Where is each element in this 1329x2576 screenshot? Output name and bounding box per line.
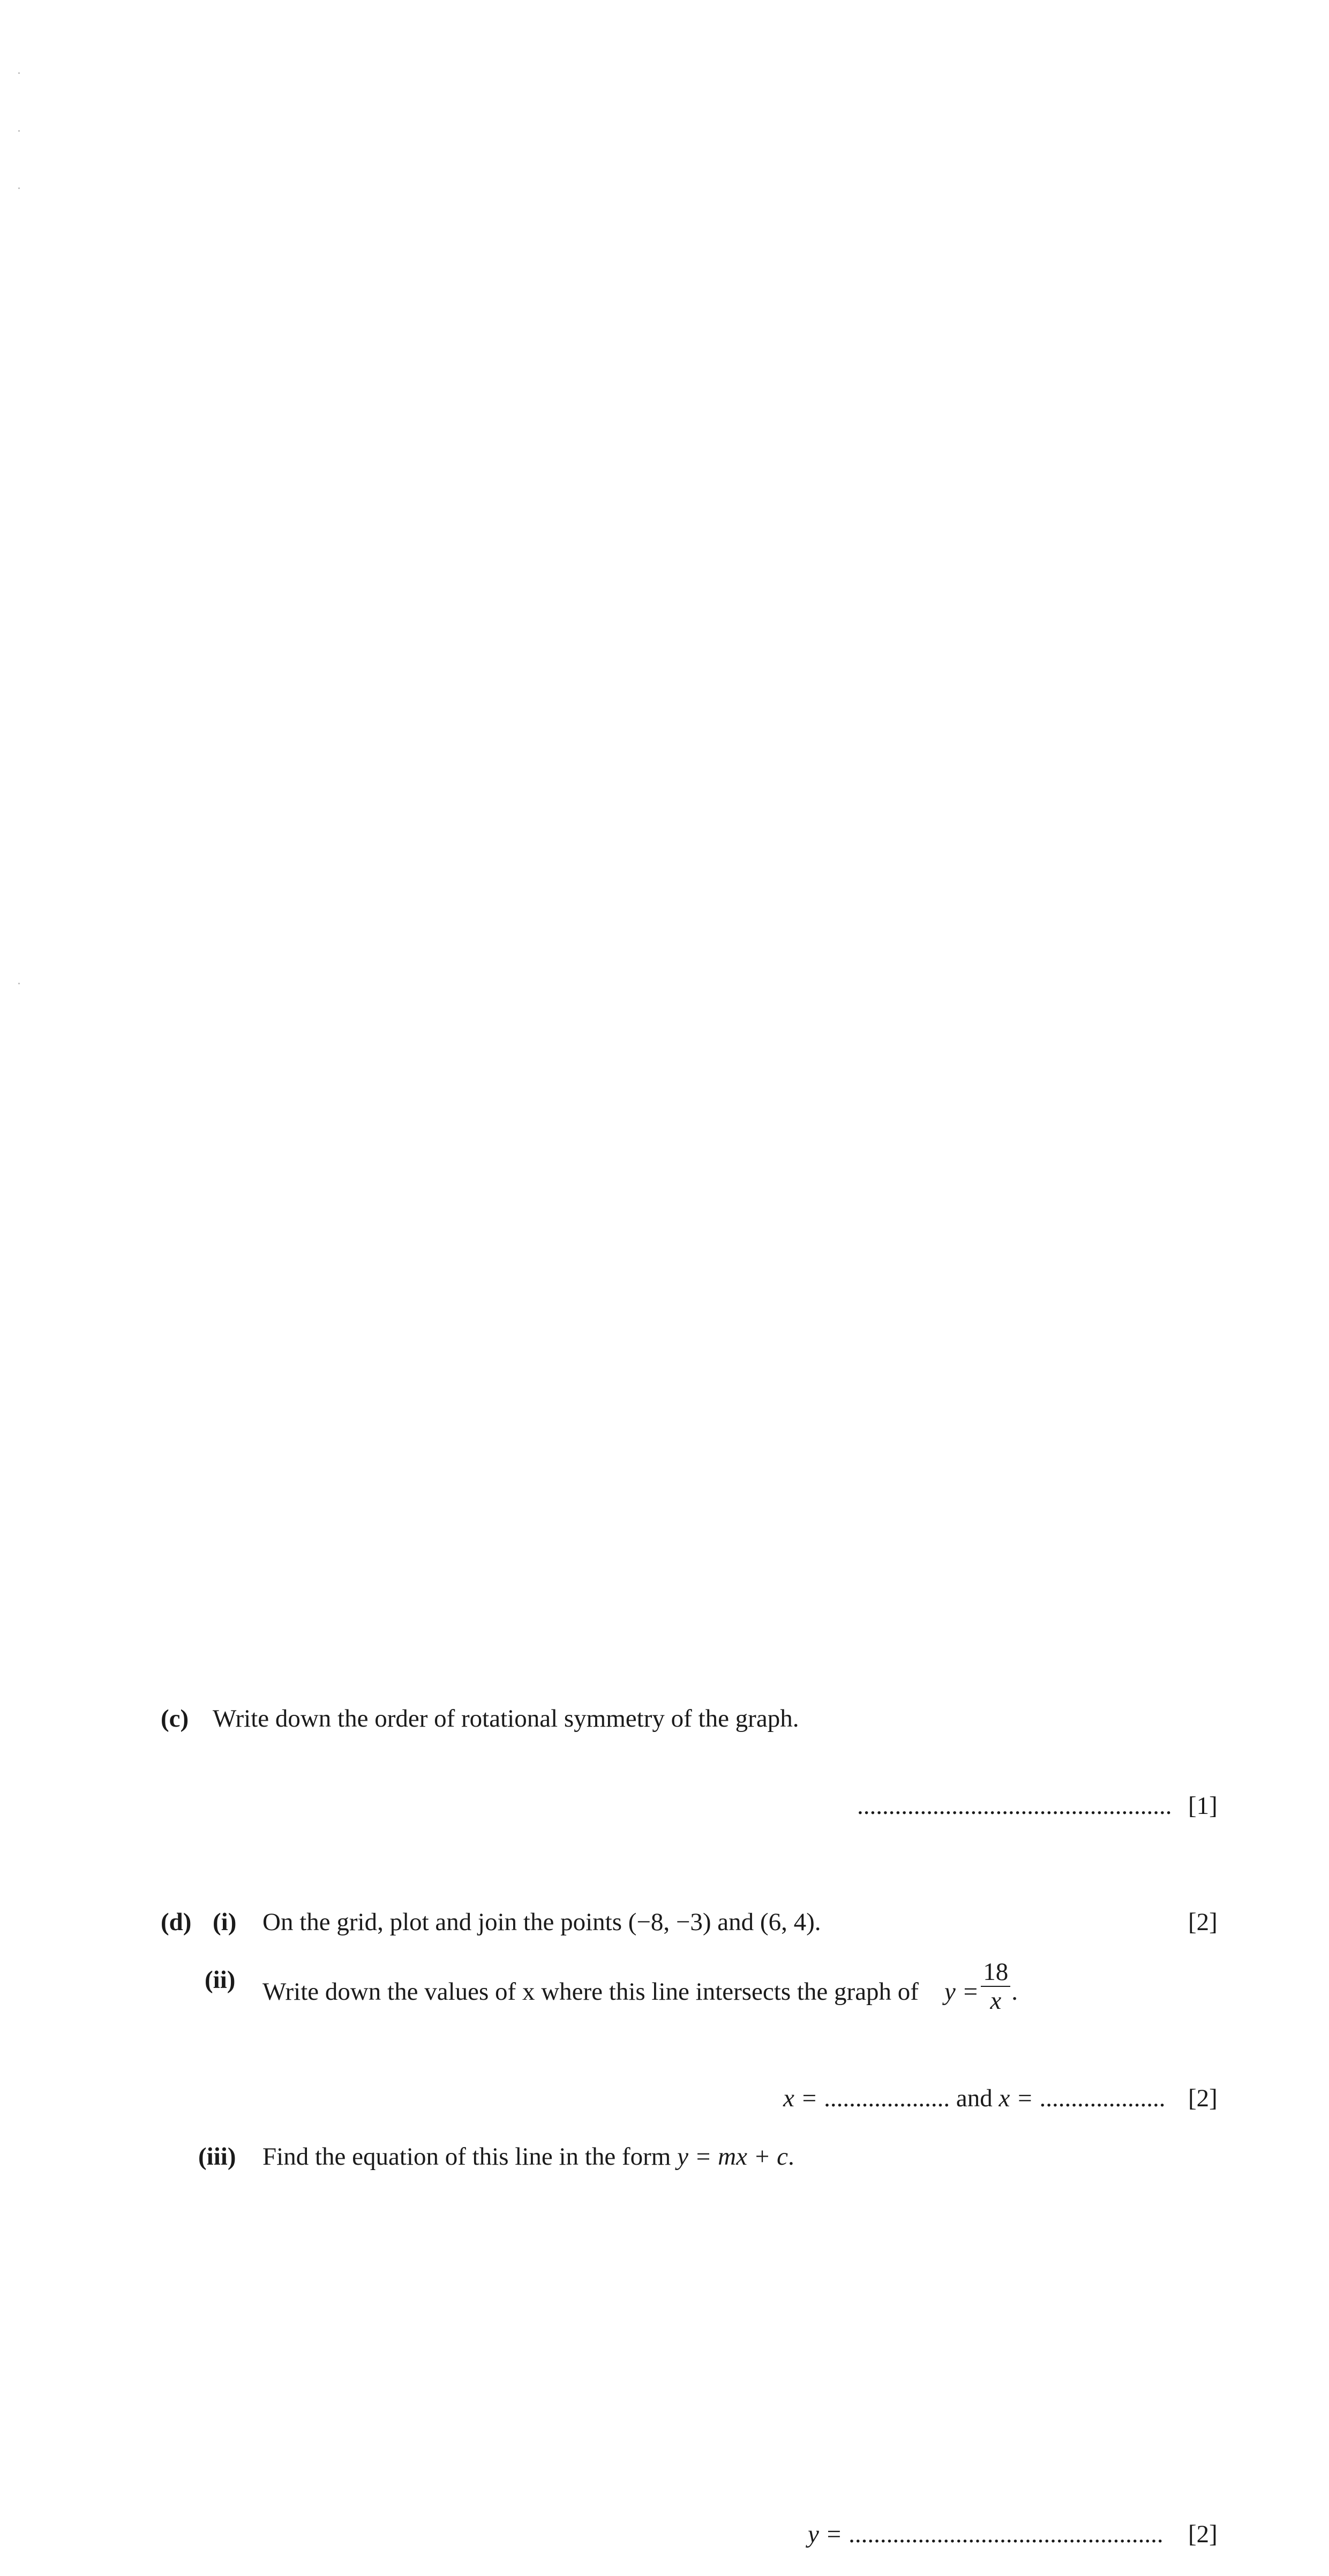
- part-d-ii-marks: [2]: [1188, 2084, 1218, 2112]
- answer-and-text: and: [956, 2084, 993, 2112]
- part-c-answer-line[interactable]: ..................................................: [857, 1792, 1172, 1820]
- fraction-18-over-x: [981, 1958, 1010, 2015]
- part-d-iii-form-end: .: [788, 2143, 794, 2171]
- part-d-iii-question-line: [262, 2142, 794, 2171]
- part-d-i-question: On the grid, plot and join the points (−8, −3) and (6, 4).: [262, 1908, 821, 1936]
- part-d-ii-equation-lhs: y =: [944, 1977, 979, 2006]
- part-c-label: (c): [161, 1705, 189, 1733]
- part-c-question: Write down the order of rotational symmetry of the graph.: [213, 1705, 799, 1733]
- answer-x2-label: x =: [998, 2084, 1033, 2112]
- part-d-label: (d): [161, 1908, 192, 1936]
- answer-y-line[interactable]: ..................................................: [849, 2520, 1163, 2548]
- fraction-numerator: 18: [981, 1958, 1010, 1987]
- part-d-iii-marks: [2]: [1188, 2520, 1218, 2548]
- margin-dot: [18, 187, 20, 189]
- part-d-ii-equation-end: .: [1011, 1977, 1018, 2006]
- part-d-iii-question: Find the equation of this line in the form: [262, 2143, 671, 2171]
- part-d-i-label: (i): [213, 1908, 237, 1936]
- part-d-iii-answer-row: [808, 2520, 1163, 2549]
- margin-dot: [18, 72, 20, 74]
- part-d-ii-answer-row: [783, 2084, 1166, 2113]
- part-d-ii-label: (ii): [205, 1966, 236, 1994]
- part-d-i-marks: [2]: [1188, 1908, 1218, 1936]
- part-d-ii-question: Write down the values of x where this line intersects the graph of: [262, 1977, 919, 2006]
- answer-x2-line[interactable]: ....................: [1039, 2084, 1166, 2112]
- margin-dot: [18, 130, 20, 132]
- part-c-marks: [1]: [1188, 1792, 1218, 1820]
- margin-dot: [18, 983, 20, 984]
- answer-x1-line[interactable]: ....................: [824, 2084, 950, 2112]
- part-d-iii-label: (iii): [198, 2143, 236, 2171]
- answer-x1-label: x =: [783, 2084, 818, 2112]
- part-d-iii-form: y = mx + c: [677, 2143, 789, 2171]
- part-d-ii-question-line: [262, 1958, 1018, 2022]
- answer-y-label: y =: [808, 2520, 843, 2548]
- fraction-denominator: x: [990, 1987, 1002, 2015]
